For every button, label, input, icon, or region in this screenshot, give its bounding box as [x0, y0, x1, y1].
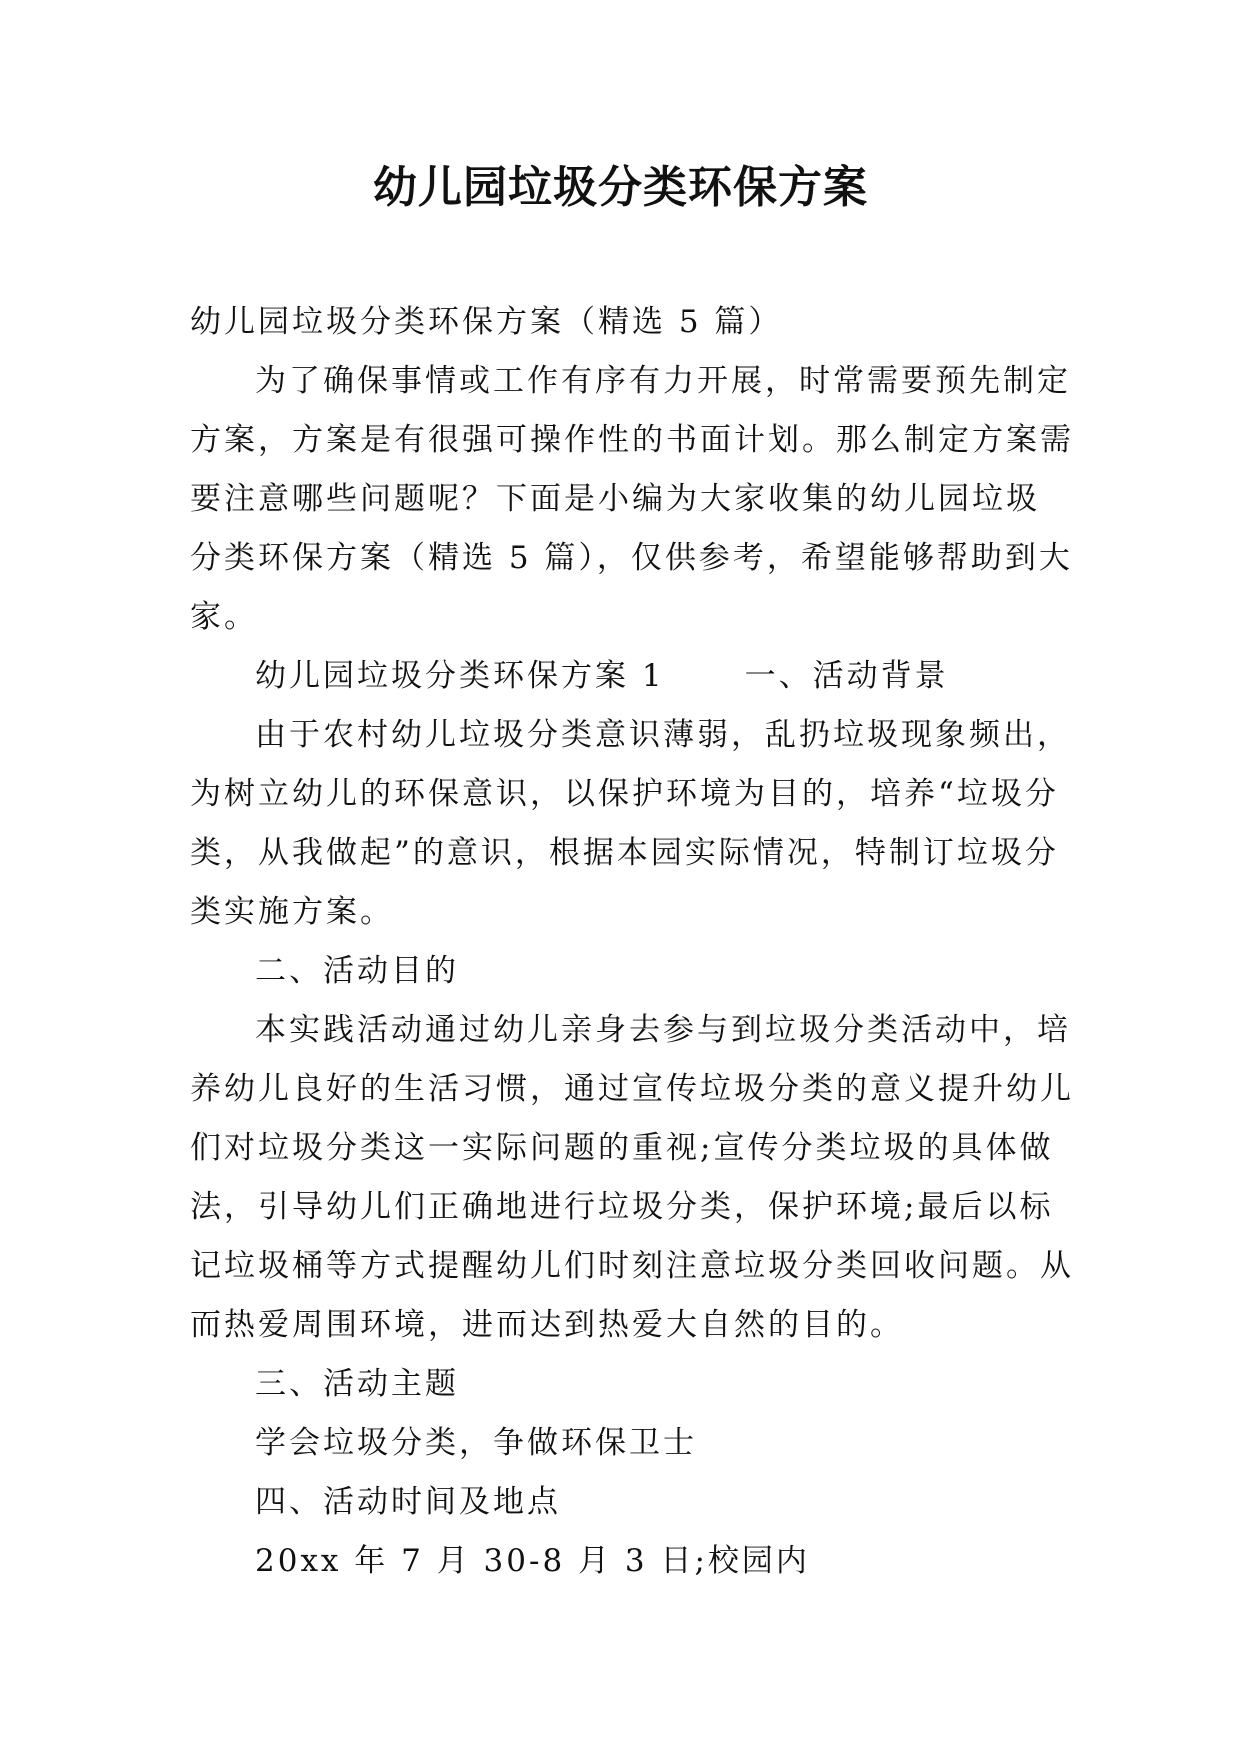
section3-text: 学会垃圾分类，争做环保卫士 — [255, 1425, 697, 1461]
section4-text: 20xx 年 7 月 30-8 月 3 日;校园内 — [255, 1543, 810, 1579]
section2-line: 本实践活动通过幼儿亲身去参与到垃圾分类活动中，培 — [255, 1012, 1071, 1048]
section2-line: 法，引导幼儿们正确地进行垃圾分类，保护环境;最后以标 — [190, 1189, 1054, 1225]
section2-line: 而热爱周围环境，进而达到热爱大自然的目的。 — [190, 1307, 904, 1343]
document-title: 幼儿园垃圾分类环保方案 — [373, 162, 868, 213]
section1-line: 为树立幼儿的环保意识，以保护环境为目的，培养“垃圾分 — [190, 776, 1059, 812]
section3-heading: 三、活动主题 — [255, 1366, 459, 1402]
section4-heading: 四、活动时间及地点 — [255, 1484, 561, 1520]
plan-heading-row — [190, 647, 1060, 706]
intro-line: 为了确保事情或工作有序有力开展，时常需要预先制定 — [255, 363, 1071, 399]
plan1-label: 幼儿园垃圾分类环保方案 1 — [255, 658, 665, 694]
section2-line: 们对垃圾分类这一实际问题的重视;宣传分类垃圾的具体做 — [190, 1130, 1054, 1166]
section1-line: 类实施方案。 — [190, 894, 394, 930]
document-subtitle: 幼儿园垃圾分类环保方案（精选 5 篇） — [190, 304, 783, 340]
section1-heading: 一、活动背景 — [744, 658, 949, 694]
section2-heading: 二、活动目的 — [255, 953, 459, 989]
intro-line: 分类环保方案（精选 5 篇），仅供参考，希望能够帮助到大 — [190, 540, 1073, 576]
section1-line: 类，从我做起”的意识，根据本园实际情况，特制订垃圾分 — [190, 835, 1059, 871]
section2-line: 记垃圾桶等方式提醒幼儿们时刻注意垃圾分类回收问题。从 — [190, 1248, 1074, 1284]
section1-line: 由于农村幼儿垃圾分类意识薄弱，乱扔垃圾现象频出， — [255, 717, 1071, 753]
document-body — [190, 293, 1074, 1591]
intro-line: 方案，方案是有很强可操作性的书面计划。那么制定方案需 — [190, 422, 1074, 458]
intro-line: 家。 — [190, 599, 258, 635]
section2-line: 养幼儿良好的生活习惯，通过宣传垃圾分类的意义提升幼儿 — [190, 1071, 1074, 1107]
intro-line: 要注意哪些问题呢？下面是小编为大家收集的幼儿园垃圾 — [190, 481, 1040, 517]
